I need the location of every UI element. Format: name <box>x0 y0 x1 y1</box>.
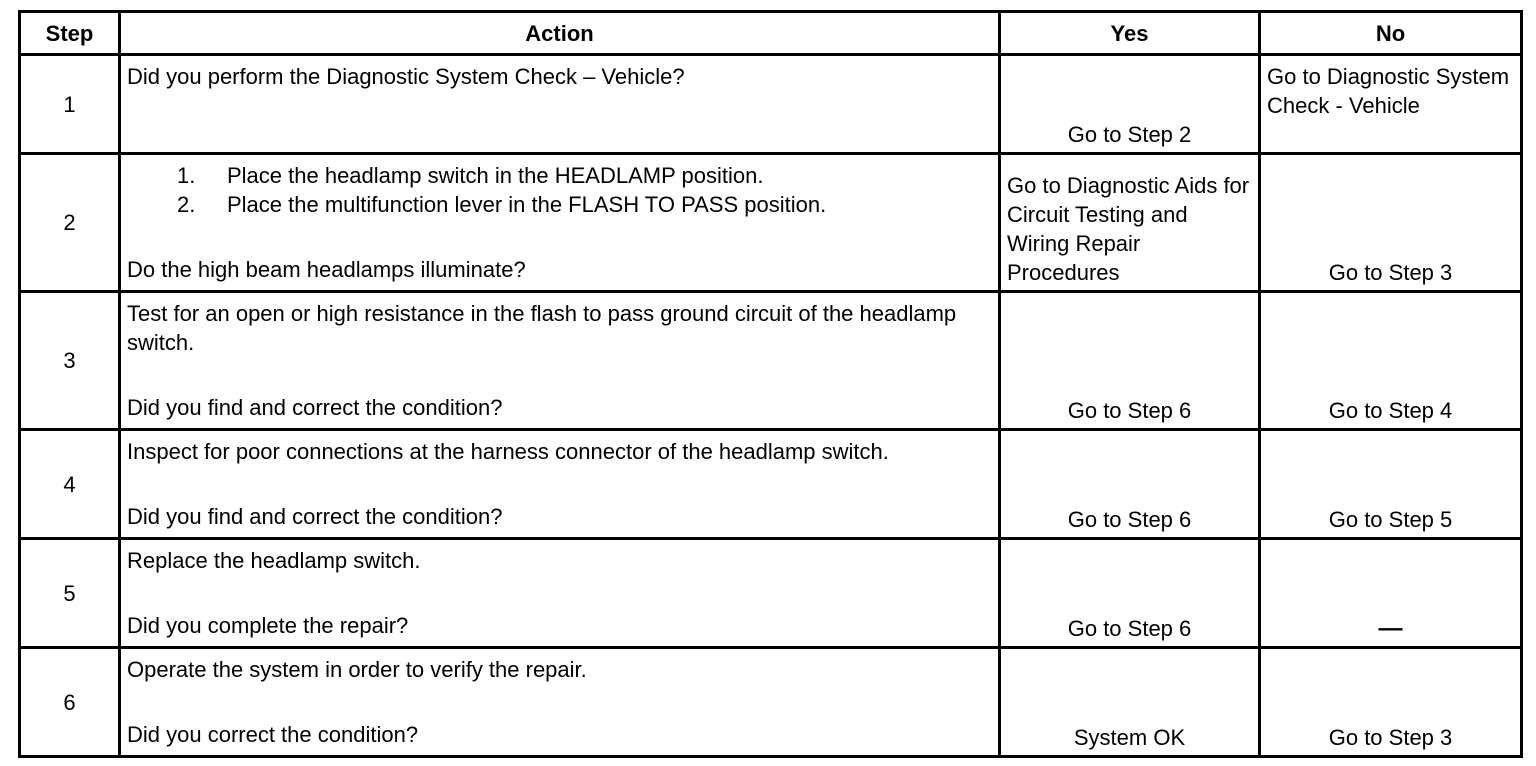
action-step-list <box>127 161 994 219</box>
yes-cell: Go to Step 6 <box>1000 292 1260 430</box>
action-cell <box>120 292 1000 430</box>
action-question: Did you find and correct the condition? <box>127 395 503 420</box>
header-step: Step <box>20 12 120 55</box>
yes-cell: Go to Step 6 <box>1000 430 1260 539</box>
no-cell: Go to Step 3 <box>1260 648 1522 757</box>
table-header-row <box>20 12 1522 55</box>
action-cell <box>120 154 1000 292</box>
header-yes: Yes <box>1000 12 1260 55</box>
action-text: Replace the headlamp switch. <box>127 548 421 573</box>
step-number: 1 <box>20 55 120 154</box>
no-cell: Go to Step 3 <box>1260 154 1522 292</box>
action-text: Did you perform the Diagnostic System Check – Vehicle? <box>127 64 685 89</box>
action-question: Did you complete the repair? <box>127 613 409 638</box>
action-cell <box>120 55 1000 154</box>
action-text: Operate the system in order to verify the repair. <box>127 657 587 682</box>
yes-cell: Go to Step 2 <box>1000 55 1260 154</box>
action-question: Do the high beam headlamps illuminate? <box>127 257 526 282</box>
action-question: Did you correct the condition? <box>127 722 419 747</box>
action-question: Did you find and correct the condition? <box>127 504 503 529</box>
action-cell <box>120 648 1000 757</box>
list-item-number: 1. <box>177 163 196 188</box>
no-cell: — <box>1260 539 1522 648</box>
diagnostic-table <box>18 10 1523 758</box>
no-cell: Go to Diagnostic System Check - Vehicle <box>1260 55 1522 154</box>
step-number: 4 <box>20 430 120 539</box>
yes-cell: Go to Diagnostic Aids for Circuit Testing and Wiring Repair Procedures <box>1000 154 1260 292</box>
header-no: No <box>1260 12 1522 55</box>
step-number: 3 <box>20 292 120 430</box>
table-row <box>20 430 1522 539</box>
no-cell: Go to Step 4 <box>1260 292 1522 430</box>
header-action: Action <box>120 12 1000 55</box>
step-number: 6 <box>20 648 120 757</box>
step-number: 2 <box>20 154 120 292</box>
list-item <box>177 161 994 190</box>
table-row <box>20 648 1522 757</box>
step-number: 5 <box>20 539 120 648</box>
yes-cell: Go to Step 6 <box>1000 539 1260 648</box>
action-cell <box>120 430 1000 539</box>
action-cell <box>120 539 1000 648</box>
table-row <box>20 55 1522 154</box>
table-row <box>20 539 1522 648</box>
no-cell: Go to Step 5 <box>1260 430 1522 539</box>
action-text: Test for an open or high resistance in the flash to pass ground circuit of the headlamp switch. <box>127 301 957 355</box>
action-text: Inspect for poor connections at the harness connector of the headlamp switch. <box>127 439 889 464</box>
list-item-number: 2. <box>177 192 196 217</box>
yes-cell: System OK <box>1000 648 1260 757</box>
table-row <box>20 292 1522 430</box>
list-item <box>177 190 994 219</box>
list-item-text: Place the headlamp switch in the HEADLAMP position. <box>227 163 764 188</box>
list-item-text: Place the multifunction lever in the FLASH TO PASS position. <box>227 192 827 217</box>
table-row <box>20 154 1522 292</box>
